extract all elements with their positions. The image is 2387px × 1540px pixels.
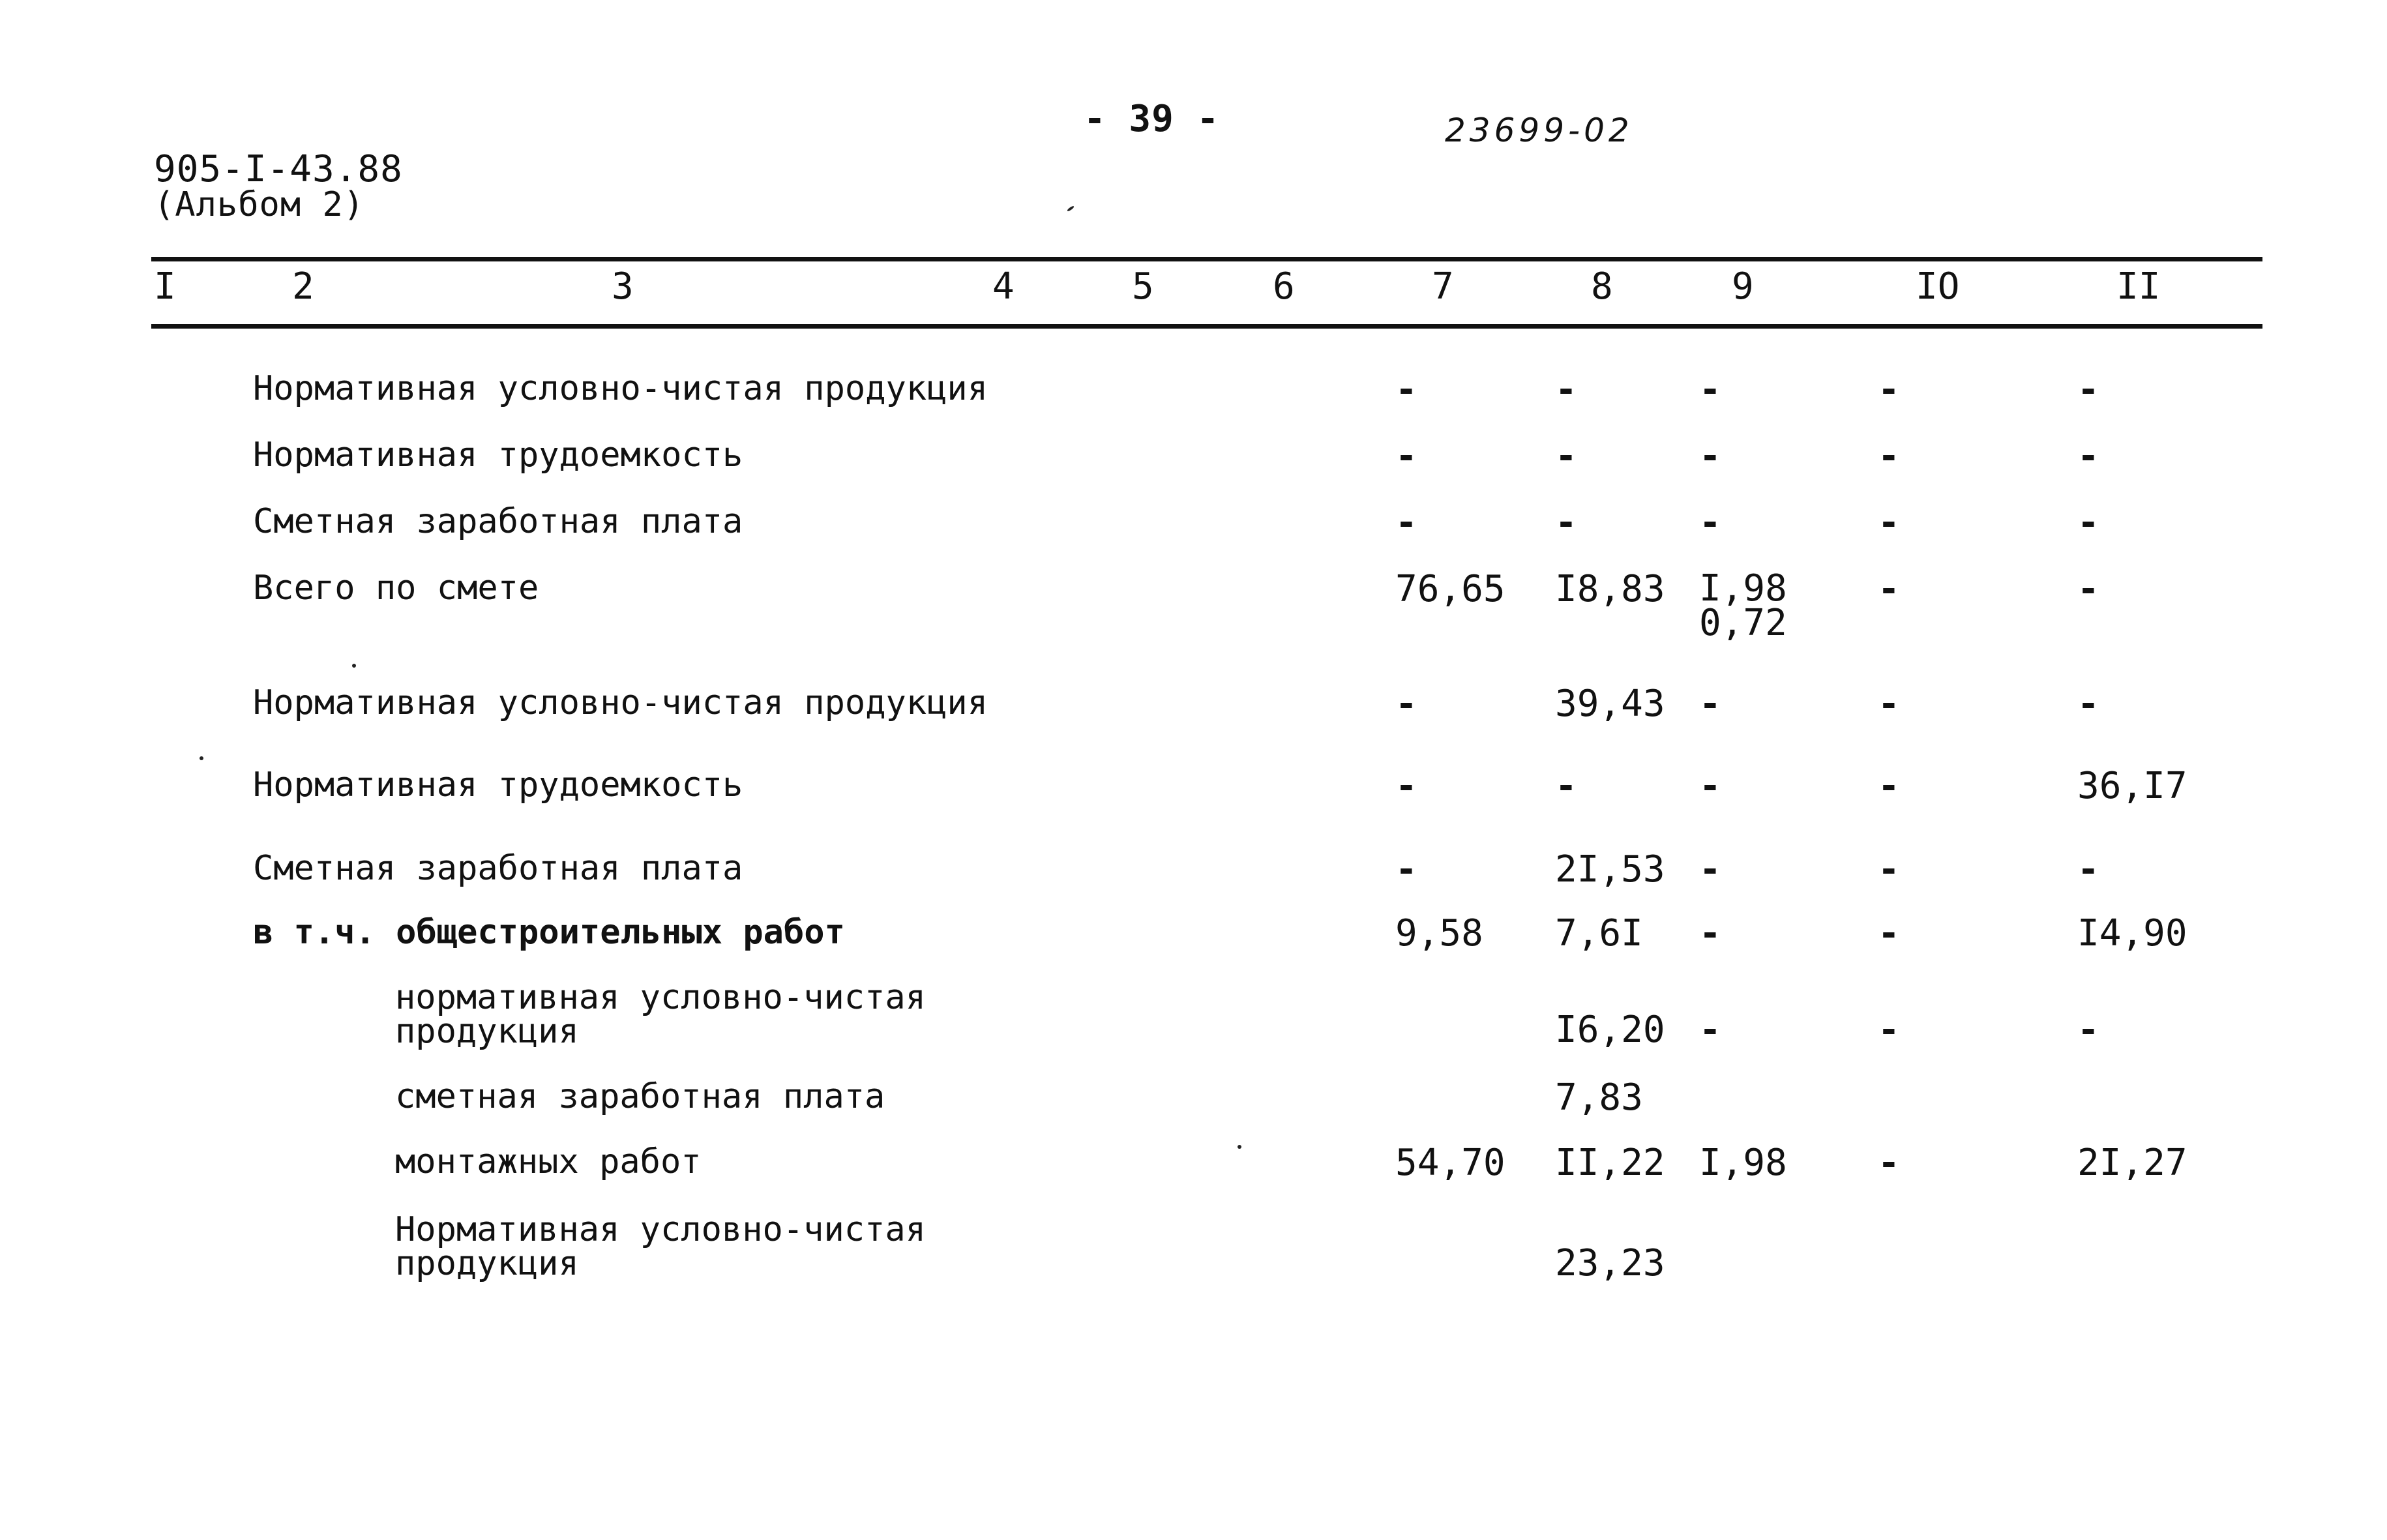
scan-speck xyxy=(200,756,203,760)
column-header-7: 7 xyxy=(1432,265,1454,308)
cell-col9: - xyxy=(1699,501,1721,544)
cell-col9: - xyxy=(1699,912,1721,955)
row-label: Нормативная условно-чистая продукция xyxy=(253,683,988,722)
album-label: (Альбом 2) xyxy=(154,185,365,224)
cell-col8: - xyxy=(1555,435,1577,477)
row-label xyxy=(395,1210,926,1283)
cell-col7: 9,58 xyxy=(1395,912,1483,955)
cell-col8: I6,20 xyxy=(1555,1009,1665,1051)
row-label: Нормативная трудоемкость xyxy=(253,765,743,805)
column-header-9: 9 xyxy=(1732,265,1754,308)
cell-col11: 2I,27 xyxy=(2077,1142,2187,1184)
cell-col9 xyxy=(1699,567,1787,645)
cell-col11: 36,I7 xyxy=(2077,765,2187,807)
cell-col9: I,98 xyxy=(1699,1142,1787,1184)
table-row xyxy=(0,978,2387,1052)
cell-col7: - xyxy=(1395,848,1417,891)
cell-col8: II,22 xyxy=(1555,1142,1665,1184)
column-header-11: II xyxy=(2116,265,2161,308)
row-label: Сметная заработная плата xyxy=(253,502,743,541)
cell-col8: 39,43 xyxy=(1555,683,1665,725)
cell-col10: - xyxy=(1878,368,1900,411)
table-row xyxy=(0,912,2387,955)
cell-col10: - xyxy=(1878,501,1900,544)
column-header-3: 3 xyxy=(612,265,634,308)
cell-col7: - xyxy=(1395,683,1417,725)
cell-col10: - xyxy=(1878,683,1900,725)
cell-col11: - xyxy=(2077,1009,2099,1051)
cell-col9: - xyxy=(1699,1009,1721,1051)
row-label: Всего по смете xyxy=(253,569,539,608)
cell-col8: - xyxy=(1555,368,1577,411)
cell-col10: - xyxy=(1878,765,1900,807)
cell-col11: - xyxy=(2077,435,2099,477)
table-header-rule xyxy=(151,324,2262,329)
row-label-line1: Нормативная условно-чистая xyxy=(395,1210,926,1249)
table-row xyxy=(0,368,2387,411)
cell-col10: - xyxy=(1878,848,1900,891)
table-row xyxy=(0,1076,2387,1119)
table-top-rule xyxy=(151,257,2262,261)
cell-col7: - xyxy=(1395,368,1417,411)
row-label-line2: продукция xyxy=(395,1244,579,1283)
cell-col11: - xyxy=(2077,368,2099,411)
row-label xyxy=(395,978,926,1051)
cell-col7: - xyxy=(1395,765,1417,807)
column-header-1: I xyxy=(154,265,176,308)
cell-col9-line1: I,98 xyxy=(1699,567,1787,610)
cell-col11: I4,90 xyxy=(2077,912,2187,955)
row-label-line1: нормативная условно-чистая xyxy=(395,978,926,1017)
cell-col9: - xyxy=(1699,765,1721,807)
table-row xyxy=(0,501,2387,544)
scan-speck xyxy=(1067,205,1075,212)
cell-col11: - xyxy=(2077,683,2099,725)
cell-col8: 23,23 xyxy=(1555,1242,1665,1284)
document-code: 905-I-43.88 xyxy=(154,148,403,190)
cell-col9: - xyxy=(1699,368,1721,411)
column-header-5: 5 xyxy=(1132,265,1154,308)
cell-col7: - xyxy=(1395,501,1417,544)
cell-col7: 54,70 xyxy=(1395,1142,1505,1184)
cell-col7: 76,65 xyxy=(1395,568,1505,610)
cell-col11: - xyxy=(2077,848,2099,891)
row-label: сметная заработная плата xyxy=(395,1077,885,1116)
cell-col8: 7,6I xyxy=(1555,912,1643,955)
cell-col8: - xyxy=(1555,765,1577,807)
row-label-line2: продукция xyxy=(395,1012,579,1051)
scan-speck xyxy=(352,664,356,668)
cell-col8: 7,83 xyxy=(1555,1076,1643,1119)
scan-speck xyxy=(1238,1145,1241,1149)
page-number: - 39 - xyxy=(1084,98,1220,140)
column-header-8: 8 xyxy=(1591,265,1613,308)
column-header-2: 2 xyxy=(292,265,314,308)
row-label: Сметная заработная плата xyxy=(253,849,743,888)
cell-col11: - xyxy=(2077,568,2099,610)
cell-col10: - xyxy=(1878,912,1900,955)
cell-col8: - xyxy=(1555,501,1577,544)
cell-col8: I8,83 xyxy=(1555,568,1665,610)
cell-col8: 2I,53 xyxy=(1555,848,1665,891)
row-label: монтажных работ xyxy=(395,1142,702,1181)
inventory-number: 23699-02 xyxy=(1445,111,1633,149)
row-label: в т.ч. общестроительных работ xyxy=(253,913,845,952)
cell-col11: - xyxy=(2077,501,2099,544)
table-row xyxy=(0,683,2387,725)
table-row xyxy=(0,435,2387,477)
cell-col9: - xyxy=(1699,848,1721,891)
row-label: Нормативная условно-чистая продукция xyxy=(253,369,988,408)
cell-col10: - xyxy=(1878,1009,1900,1051)
cell-col10: - xyxy=(1878,568,1900,610)
table-row xyxy=(0,1210,2387,1284)
table-row xyxy=(0,1142,2387,1184)
table-row xyxy=(0,848,2387,891)
cell-col9-line2: 0,72 xyxy=(1699,602,1787,645)
cell-col9: - xyxy=(1699,683,1721,725)
cell-col10: - xyxy=(1878,435,1900,477)
table-row xyxy=(0,765,2387,807)
row-label: Нормативная трудоемкость xyxy=(253,436,743,475)
column-header-4: 4 xyxy=(992,265,1015,308)
cell-col7: - xyxy=(1395,435,1417,477)
column-header-10: IO xyxy=(1916,265,1960,308)
table-row xyxy=(0,567,2387,645)
column-header-6: 6 xyxy=(1273,265,1295,308)
cell-col10: - xyxy=(1878,1142,1900,1184)
cell-col9: - xyxy=(1699,435,1721,477)
